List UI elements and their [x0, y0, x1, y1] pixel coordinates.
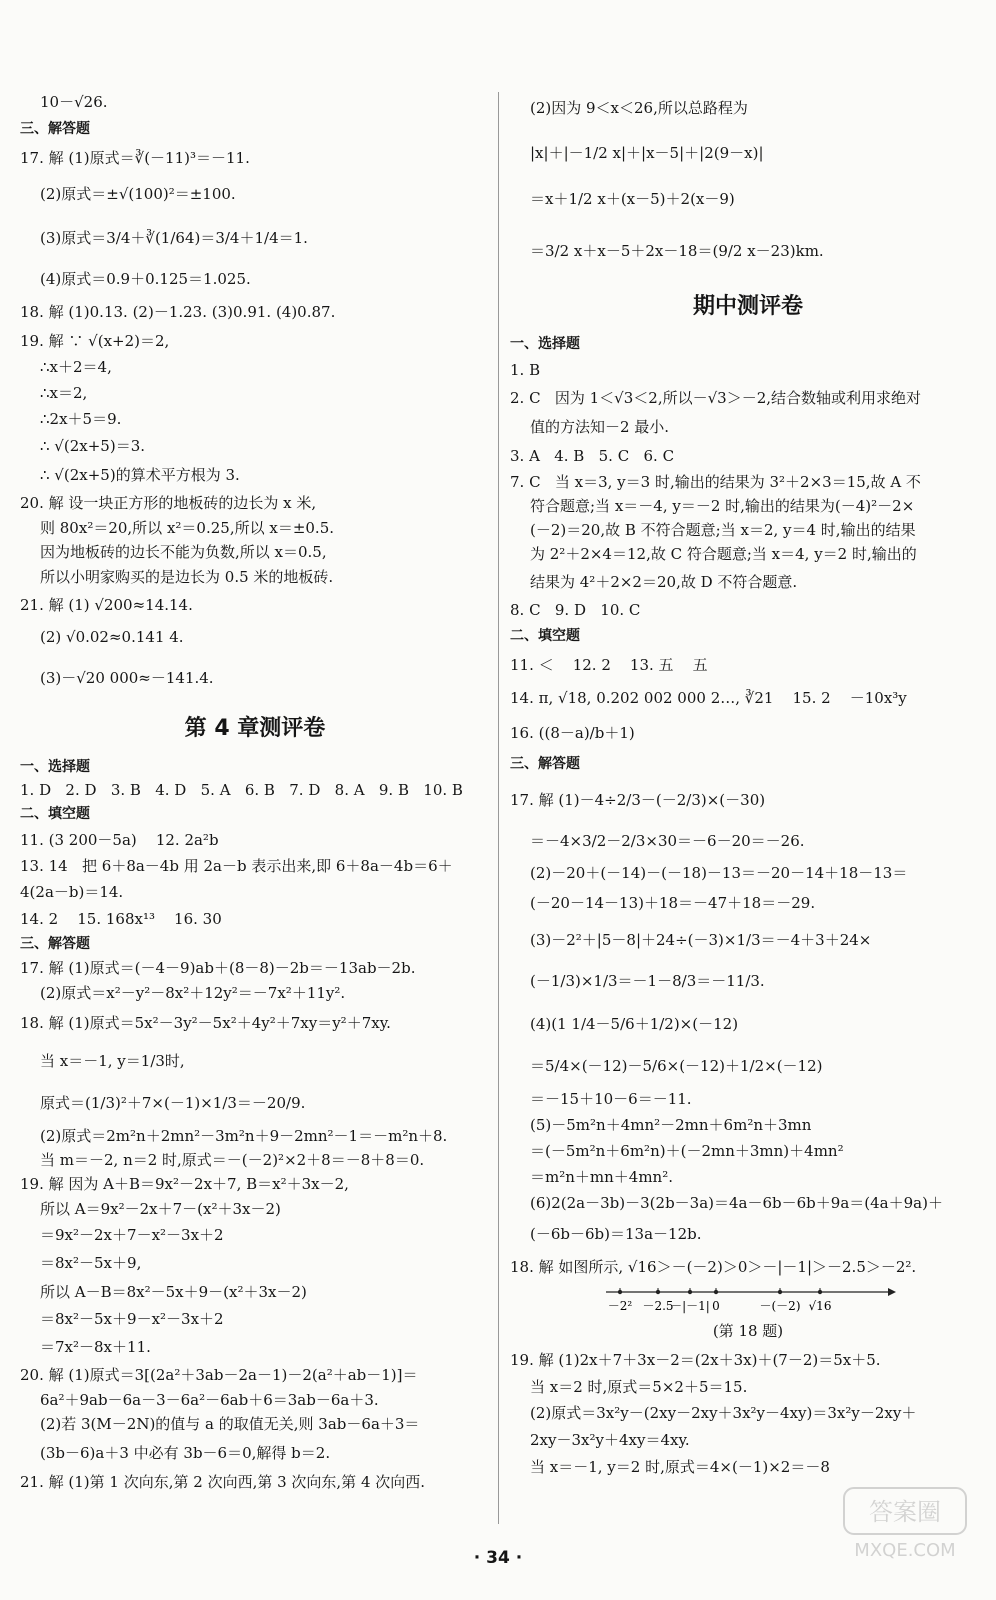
text-line: ＝3/2 x＋x－5＋2x－18＝(9/2 x－23)km.	[530, 242, 824, 260]
text-line: 14. π, √18, 0.202 002 000 2…, ∛21 15. 2 －10x³y	[510, 689, 907, 707]
text-line: 所以 A＝9x²－2x＋7－(x²＋3x－2)	[40, 1200, 281, 1218]
text-line: (6)2(2a－3b)－3(2b－3a)＝4a－6b－6b＋9a＝(4a＋9a)＋	[530, 1194, 943, 1212]
text-line: 20. 解 设一块正方形的地板砖的边长为 x 米,	[20, 494, 317, 512]
text-line: 值的方法知－2 最小.	[530, 418, 670, 436]
text-line: 19. 解 ∵ √(x+2)＝2,	[20, 332, 170, 350]
number-line-label: －2.5	[642, 1299, 674, 1313]
text-line: 2xy－3x²y＋4xy＝4xy.	[530, 1431, 690, 1449]
text-line: 1. D 2. D 3. B 4. D 5. A 6. B 7. D 8. A 9. B 10. B	[20, 781, 463, 799]
text-line: ＝－15＋10－6＝－11.	[530, 1090, 692, 1108]
right-column	[510, 88, 986, 1480]
text-line: ∴ √(2x+5)＝3.	[40, 437, 146, 455]
number-line	[598, 1282, 898, 1316]
text-line: 17. 解 (1)－4÷2/3－(－2/3)×(－30)	[510, 791, 766, 809]
page-number: · 34 ·	[473, 1548, 523, 1568]
text-line: 17. 解 (1)原式＝(－4－9)ab＋(8－8)－2b＝－13ab－2b.	[20, 959, 416, 977]
text-line: 因为地板砖的边长不能为负数,所以 x＝0.5,	[40, 543, 327, 561]
number-line-label: √16	[808, 1299, 832, 1313]
text-line: (2)－20＋(－14)－(－18)－13＝－20－14＋18－13＝	[530, 864, 908, 882]
text-line: ＝x＋1/2 x＋(x－5)＋2(x－9)	[530, 190, 735, 208]
text-line: (2) √0.02≈0.141 4.	[40, 628, 184, 646]
section-heading: 三、解答题	[20, 121, 90, 137]
text-line: (2)原式＝±√(100)²＝±100.	[40, 185, 236, 203]
figure-caption: (第 18 题)	[712, 1322, 784, 1340]
text-line: 当 x＝2 时,原式＝5×2＋5＝15.	[530, 1378, 748, 1396]
section-heading: 三、解答题	[20, 936, 90, 952]
text-line: (3b－6)a＋3 中必有 3b－6＝0,解得 b＝2.	[40, 1444, 331, 1462]
text-line: 18. 解 如图所示, √16＞－(－2)＞0＞－|－1|＞－2.5＞－2².	[510, 1258, 917, 1276]
chapter-title: 期中测评卷	[692, 294, 803, 319]
text-line: (2)因为 9＜x＜26,所以总路程为	[530, 99, 748, 117]
text-line: (4)原式＝0.9＋0.125＝1.025.	[40, 270, 251, 288]
number-line-label: －2²	[607, 1299, 633, 1313]
text-line: (－20－14－13)＋18＝－47＋18＝－29.	[530, 894, 816, 912]
number-line-point	[656, 1290, 660, 1294]
text-line: (－6b－6b)＝13a－12b.	[530, 1225, 702, 1243]
number-line-point	[688, 1290, 692, 1294]
svg-text:答案圈: 答案圈	[869, 1498, 941, 1526]
text-line: (3)原式＝3/4＋∛(1/64)＝3/4＋1/4＝1.	[40, 229, 308, 247]
text-line: (3)－2²＋|5－8|＋24÷(－3)×1/3＝－4＋3＋24×	[530, 931, 872, 949]
text-line: 18. 解 (1)0.13. (2)－1.23. (3)0.91. (4)0.87.	[20, 303, 336, 321]
text-line: ＝7x²－8x＋11.	[40, 1338, 151, 1356]
text-line: 当 m＝－2, n＝2 时,原式＝－(－2)²×2＋8＝－8＋8＝0.	[40, 1151, 425, 1169]
text-line: ∴ √(2x+5)的算术平方根为 3.	[40, 466, 240, 484]
text-line: 20. 解 (1)原式＝3[(2a²＋3ab－2a－1)－2(a²＋ab－1)]＝	[20, 1366, 418, 1384]
text-line: ＝5/4×(－12)－5/6×(－12)＋1/2×(－12)	[530, 1057, 823, 1075]
text-line: 1. B	[510, 361, 541, 379]
number-line-point	[714, 1290, 718, 1294]
text-line: (4)(1 1/4－5/6＋1/2)×(－12)	[530, 1015, 739, 1033]
text-line: (－1/3)×1/3＝－1－8/3＝－11/3.	[530, 972, 765, 990]
text-line: 19. 解 因为 A＋B＝9x²－2x＋7, B＝x²＋3x－2,	[20, 1175, 349, 1193]
text-line: |x|＋|－1/2 x|＋|x－5|＋|2(9－x)|	[530, 144, 764, 162]
text-line: (2)原式＝2m²n＋2mn²－3m²n＋9－2mn²－1＝－m²n＋8.	[40, 1127, 448, 1145]
text-line: (2)原式＝x²－y²－8x²＋12y²＝－7x²＋11y².	[40, 984, 346, 1002]
section-heading: 一、选择题	[20, 759, 90, 775]
text-line: (－2)＝20,故 B 不符合题意;当 x＝2, y＝4 时,输出的结果	[530, 521, 916, 539]
number-line-point	[618, 1290, 622, 1294]
text-line: 当 x＝－1, y＝1/3时,	[40, 1052, 185, 1070]
text-line: 19. 解 (1)2x＋7＋3x－2＝(2x＋3x)＋(7－2)＝5x＋5.	[510, 1351, 881, 1369]
text-line: ∴x＝2,	[40, 384, 88, 402]
section-heading: 二、填空题	[20, 806, 90, 822]
section-heading: 二、填空题	[510, 628, 580, 644]
number-line-label: －(－2)	[759, 1299, 801, 1313]
text-line: 21. 解 (1)第 1 次向东,第 2 次向西,第 3 次向东,第 4 次向西.	[20, 1473, 426, 1491]
text-line: 18. 解 (1)原式＝5x²－3y²－5x²＋4y²＋7xy＝y²＋7xy.	[20, 1014, 391, 1032]
text-line: 所以小明家购买的是边长为 0.5 米的地板砖.	[40, 568, 334, 586]
text-line: (2)若 3(M－2N)的值与 a 的取值无关,则 3ab－6a＋3＝	[40, 1415, 420, 1433]
text-line: ＝8x²－5x＋9－x²－3x＋2	[40, 1310, 224, 1328]
text-line: 7. C 当 x＝3, y＝3 时,输出的结果为 3²＋2×3＝15,故 A 不	[510, 473, 921, 491]
column-divider	[498, 92, 499, 1524]
text-line: 原式＝(1/3)²＋7×(－1)×1/3＝－20/9.	[40, 1094, 306, 1112]
number-line-label: 0	[712, 1299, 720, 1313]
text-line: ＝－4×3/2－2/3×30＝－6－20＝－26.	[530, 832, 805, 850]
number-line-point	[818, 1290, 822, 1294]
text-line: 6a²＋9ab－6a－3－6a²－6ab＋6＝3ab－6a＋3.	[40, 1391, 379, 1409]
text-line: 17. 解 (1)原式＝∛(－11)³＝－11.	[20, 149, 250, 167]
text-line: 11. ＜ 12. 2 13. 五 五	[510, 656, 708, 674]
text-line: 4(2a－b)＝14.	[20, 883, 124, 901]
text-line: 10－√26.	[40, 93, 108, 111]
left-column	[20, 88, 490, 1494]
section-heading: 三、解答题	[510, 756, 580, 772]
chapter-title: 第 4 章测评卷	[184, 716, 326, 741]
svg-text:MXQE.COM: MXQE.COM	[854, 1540, 956, 1561]
text-line: ＝(－5m²n＋6m²n)＋(－2mn＋3mn)＋4mn²	[530, 1142, 844, 1160]
text-line: 所以 A－B＝8x²－5x＋9－(x²＋3x－2)	[40, 1283, 307, 1301]
text-line: 结果为 4²＋2×2＝20,故 D 不符合题意.	[530, 573, 798, 591]
text-line: ＝8x²－5x＋9,	[40, 1254, 142, 1272]
text-line: (5)－5m²n＋4mn²－2mn＋6m²n＋3mn	[530, 1116, 812, 1134]
text-line: 符合题意;当 x＝－4, y＝－2 时,输出的结果为(－4)²－2×	[530, 497, 915, 515]
text-line: ＝9x²－2x＋7－x²－3x＋2	[40, 1226, 224, 1244]
text-line: (3)－√20 000≈－141.4.	[40, 669, 214, 687]
section-heading: 一、选择题	[510, 336, 580, 352]
text-line: ∴x＋2＝4,	[40, 358, 112, 376]
watermark-logo	[840, 1482, 970, 1562]
text-line: 16. ((8－a)/b＋1)	[510, 724, 635, 742]
text-line: 则 80x²＝20,所以 x²＝0.25,所以 x＝±0.5.	[40, 519, 335, 537]
text-line: 3. A 4. B 5. C 6. C	[510, 447, 675, 465]
text-line: (2)原式＝3x²y－(2xy－2xy＋3x²y－4xy)＝3x²y－2xy＋	[530, 1404, 917, 1422]
number-line-label: －|－1|	[670, 1299, 710, 1313]
text-line: ∴2x＋5＝9.	[40, 410, 122, 428]
text-line: 8. C 9. D 10. C	[510, 601, 641, 619]
text-line: 当 x＝－1, y＝2 时,原式＝4×(－1)×2＝－8	[530, 1458, 830, 1476]
text-line: 2. C 因为 1＜√3＜2,所以－√3＞－2,结合数轴或利用求绝对	[510, 389, 922, 407]
text-line: 21. 解 (1) √200≈14.14.	[20, 596, 193, 614]
text-line: 11. (3 200－5a) 12. 2a²b	[20, 831, 219, 849]
text-line: 13. 14 把 6＋8a－4b 用 2a－b 表示出来,即 6＋8a－4b＝6＋	[20, 857, 453, 875]
text-line: 为 2²＋2×4＝12,故 C 符合题意;当 x＝4, y＝2 时,输出的	[530, 545, 917, 563]
text-line: 14. 2 15. 168x¹³ 16. 30	[20, 910, 222, 928]
number-line-point	[778, 1290, 782, 1294]
text-line: ＝m²n＋mn＋4mn².	[530, 1168, 673, 1186]
number-line-figure	[510, 1282, 986, 1316]
